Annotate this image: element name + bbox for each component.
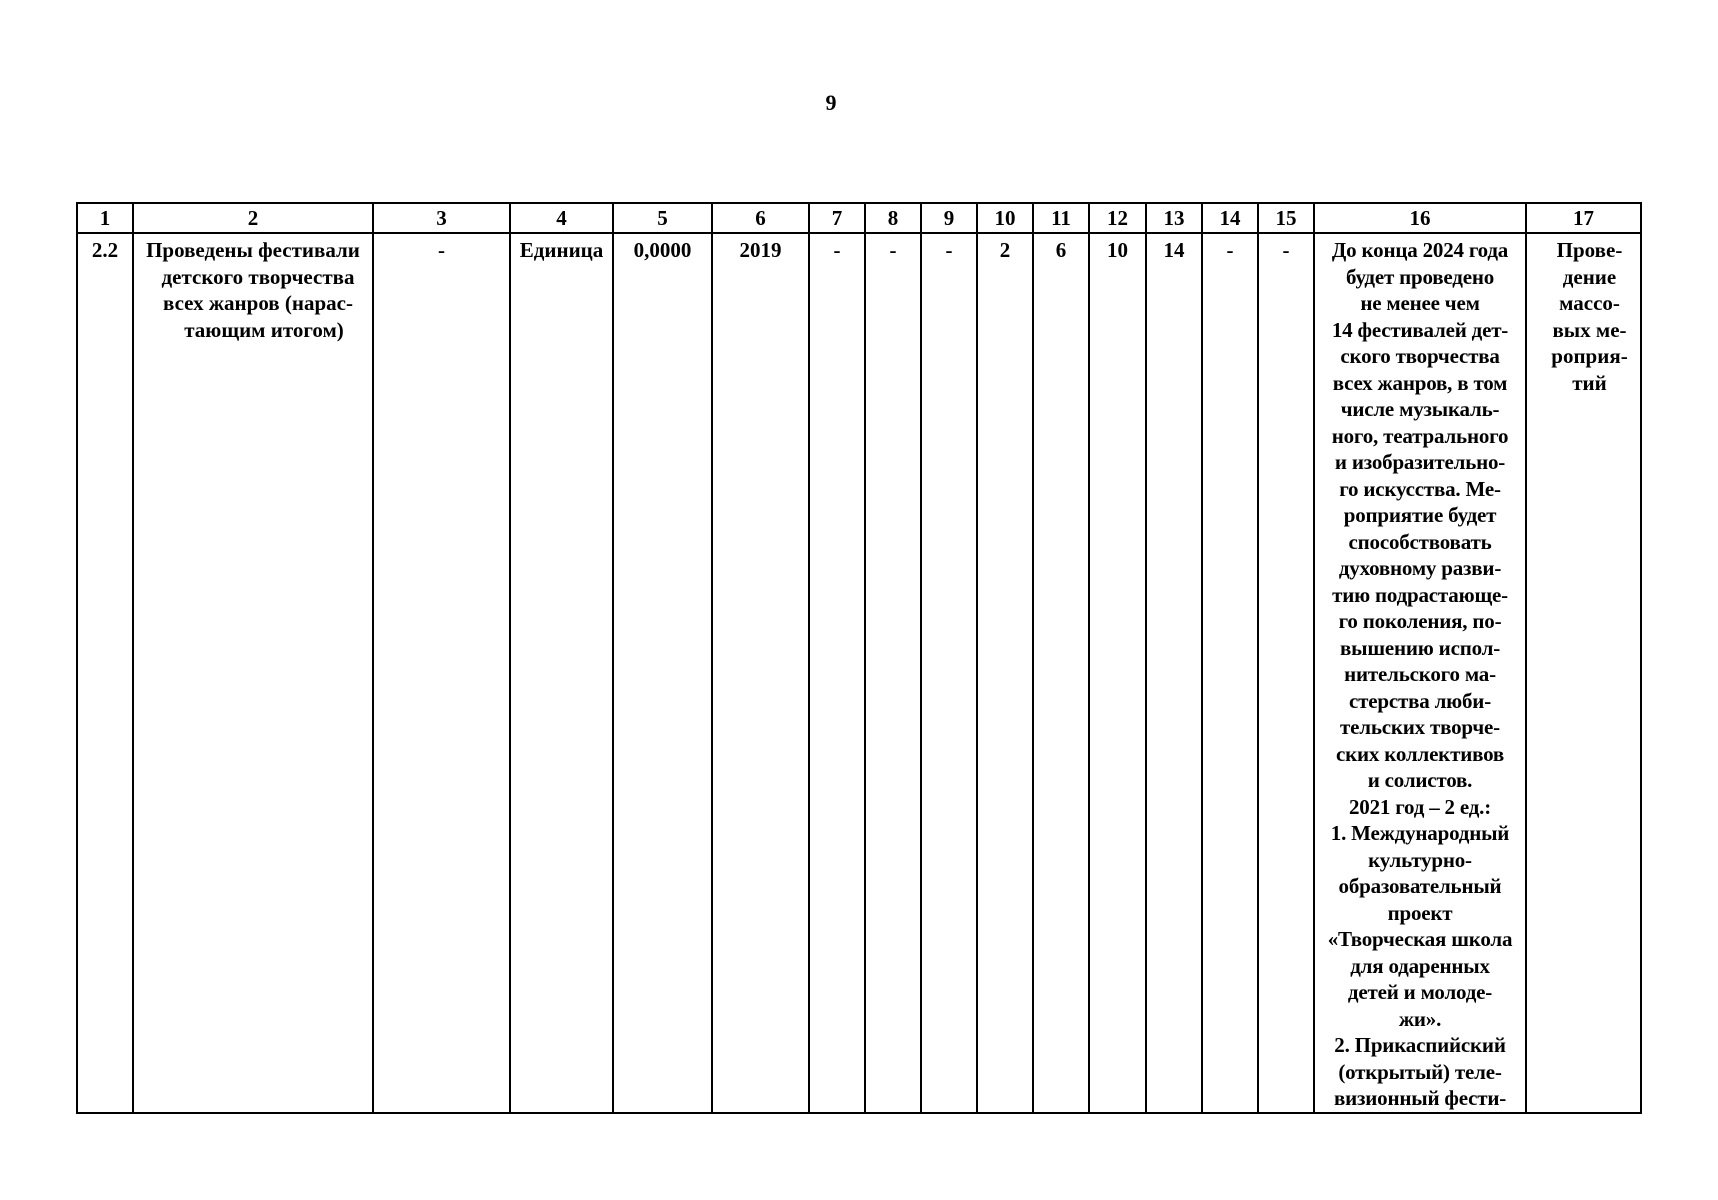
- text-line: для одаренных: [1350, 953, 1490, 978]
- column-number: 3: [373, 203, 510, 233]
- cell-8: -: [865, 233, 921, 1113]
- cell-15: -: [1258, 233, 1314, 1113]
- text-line: 2021 год – 2 ед.:: [1348, 794, 1492, 819]
- column-number: 1: [77, 203, 133, 233]
- text-line: Проведены фестивали: [146, 238, 360, 262]
- text-line: числе музыкаль-: [1340, 397, 1500, 421]
- column-number-row: [77, 203, 1641, 233]
- cell-14: -: [1202, 233, 1258, 1113]
- text-line: духовному разви-: [1338, 556, 1502, 580]
- description-cell: [1314, 233, 1526, 1113]
- column-number: 6: [712, 203, 809, 233]
- text-line: ского творчества: [1340, 344, 1500, 368]
- text-line: (открытый) теле-: [1338, 1059, 1502, 1084]
- column-number: 10: [977, 203, 1033, 233]
- text-line: вышению испол-: [1339, 635, 1500, 660]
- text-line: 1. Международный: [1330, 821, 1510, 845]
- text-line: вых ме-: [1552, 317, 1627, 342]
- text-line: До конца 2024 года: [1331, 238, 1509, 262]
- text-line: и солистов.: [1367, 768, 1473, 792]
- column-number: 15: [1258, 203, 1314, 233]
- text-line: «Творческая школа: [1327, 927, 1513, 951]
- page-number: 9: [825, 90, 837, 115]
- text-line: ного, театрального: [1331, 423, 1509, 448]
- column-number: 5: [613, 203, 712, 233]
- text-line: не менее чем: [1360, 291, 1480, 315]
- text-line: жи».: [1398, 1006, 1442, 1031]
- text-line: 14 фестивалей дет-: [1331, 317, 1509, 342]
- text-line: всех жанров (нарас-: [163, 291, 353, 315]
- text-line: ских коллективов: [1335, 741, 1505, 766]
- text-line: дение: [1562, 264, 1617, 289]
- column-number: 9: [921, 203, 977, 233]
- unit-cell: Единица: [510, 233, 613, 1113]
- cell-3: -: [373, 233, 510, 1113]
- text-line: Прове-: [1556, 238, 1623, 262]
- text-line: роприя-: [1551, 344, 1628, 368]
- cell-9: -: [921, 233, 977, 1113]
- text-line: культурно-: [1368, 847, 1472, 872]
- text-line: всех жанров, в том: [1332, 370, 1508, 395]
- text-line: тельских творче-: [1340, 715, 1500, 739]
- cell-7: -: [809, 233, 865, 1113]
- column-number: 17: [1526, 203, 1641, 233]
- base-value-cell: 0,0000: [613, 233, 712, 1113]
- text-line: проект: [1387, 900, 1453, 925]
- column-number: 11: [1033, 203, 1089, 233]
- indicator-name-cell: [133, 233, 373, 1113]
- column-number: 12: [1089, 203, 1146, 233]
- text-line: го искусства. Ме-: [1339, 476, 1501, 501]
- base-year-cell: 2019: [712, 233, 809, 1113]
- cell-12: 10: [1089, 233, 1146, 1113]
- column-number: 14: [1202, 203, 1258, 233]
- column-number: 4: [510, 203, 613, 233]
- text-line: способствовать: [1348, 529, 1492, 554]
- text-line: и изобразительно-: [1334, 450, 1506, 474]
- cell-11: 6: [1033, 233, 1089, 1113]
- text-line: тающим итогом): [184, 317, 344, 342]
- text-line: стерства люби-: [1349, 688, 1491, 713]
- table-row: [77, 233, 1641, 1113]
- text-line: детей и молоде-: [1347, 980, 1493, 1004]
- indicators-table: [76, 202, 1642, 1114]
- activity-type-cell: [1526, 233, 1641, 1113]
- column-number: 13: [1146, 203, 1202, 233]
- text-line: будет проведено: [1345, 264, 1495, 289]
- text-line: тий: [1572, 370, 1607, 395]
- text-line: нительского ма-: [1344, 662, 1496, 686]
- text-line: образовательный: [1338, 874, 1502, 898]
- column-number: 7: [809, 203, 865, 233]
- column-number: 2: [133, 203, 373, 233]
- text-line: го поколения, по-: [1338, 609, 1502, 633]
- cell-13: 14: [1146, 233, 1202, 1113]
- column-number: 16: [1314, 203, 1526, 233]
- text-line: 2. Прикаспийский: [1334, 1033, 1506, 1057]
- text-line: визионный фести-: [1333, 1086, 1507, 1110]
- text-line: детского творчества: [161, 264, 355, 289]
- column-number: 8: [865, 203, 921, 233]
- text-line: массо-: [1559, 291, 1620, 315]
- row-number-cell: 2.2: [77, 233, 133, 1113]
- text-line: роприятие будет: [1343, 503, 1497, 527]
- text-line: тию подрастающе-: [1332, 582, 1508, 607]
- cell-10: 2: [977, 233, 1033, 1113]
